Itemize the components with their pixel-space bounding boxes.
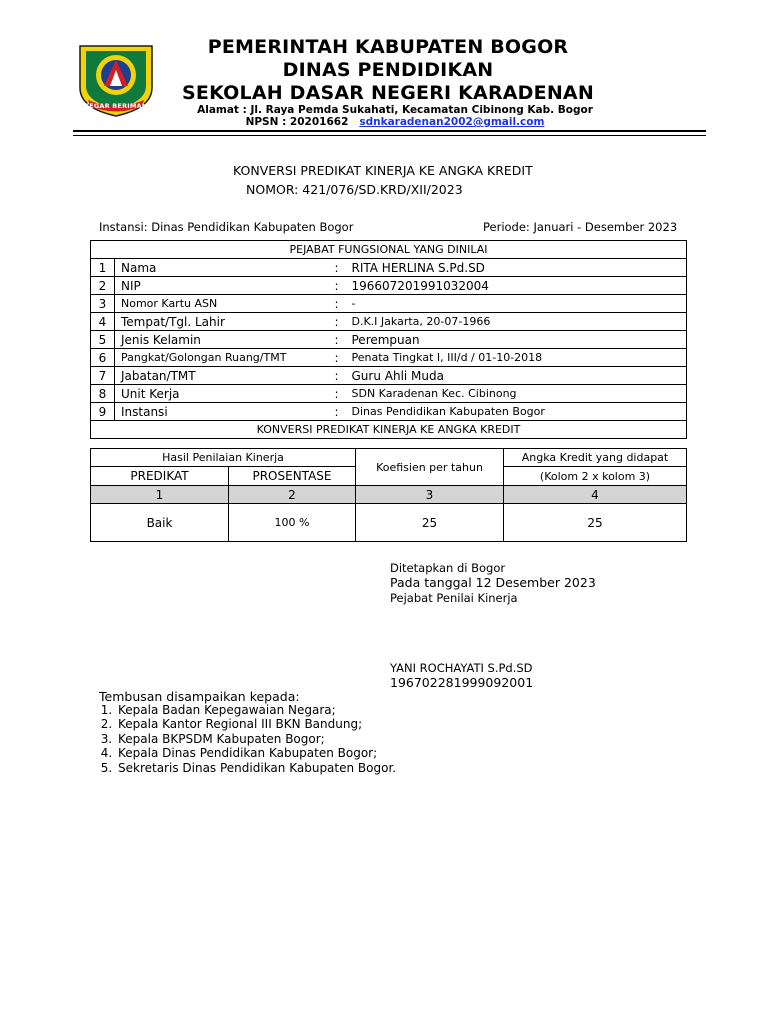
pejabat-table (90, 240, 687, 439)
signature-date: Pada tanggal 12 Desember 2023 (390, 575, 596, 590)
table-row: 7 Jabatan/TMT : Guru Ahli Muda (91, 367, 687, 385)
column-number: 2 (229, 486, 356, 504)
field-birth: D.K.I Jakarta, 20-07-1966 (346, 313, 687, 331)
field-label: Nama (115, 259, 328, 277)
document-title: KONVERSI PREDIKAT KINERJA KE ANGKA KREDIT (233, 163, 533, 178)
column-number: 4 (504, 486, 687, 504)
header-divider-thin (73, 135, 706, 136)
field-name: RITA HERLINA S.Pd.SD (346, 259, 687, 277)
field-label: Pangkat/Golongan Ruang/TMT (115, 349, 328, 367)
signature-role: Pejabat Penilai Kinerja (390, 591, 518, 605)
list-item: 3. Kepala BKPSDM Kabupaten Bogor; (116, 732, 396, 746)
table-row: 9 Instansi : Dinas Pendidikan Kabupaten Bogor (91, 403, 687, 421)
instansi-line: Instansi: Dinas Pendidikan Kabupaten Bogor (99, 220, 354, 234)
list-item: 4. Kepala Dinas Pendidikan Kabupaten Bogor; (116, 746, 396, 760)
logo-motto: TEGAR BERIMAN (84, 102, 148, 110)
list-item: 1. Kepala Badan Kepegawaian Negara; (116, 703, 396, 717)
email-link[interactable]: sdnkaradenan2002@gmail.com (359, 116, 545, 128)
list-item: 2. Kepala Kantor Regional III BKN Bandung; (116, 717, 396, 731)
table-row: 2 NIP : 196607201991032004 (91, 277, 687, 295)
header-department: DINAS PENDIDIKAN (282, 59, 494, 81)
tembusan-title: Tembusan disampaikan kepada: (99, 689, 300, 704)
pejabat-header: PEJABAT FUNGSIONAL YANG DINILAI (91, 241, 687, 259)
signature-nip: 196702281999092001 (390, 675, 534, 690)
prosentase-value: 100 % (229, 504, 356, 542)
signature-name: YANI ROCHAYATI S.Pd.SD (390, 661, 533, 675)
angka-kredit-value: 25 (504, 504, 687, 542)
field-label: Jenis Kelamin (115, 331, 328, 349)
field-label: Jabatan/TMT (115, 367, 328, 385)
list-item: 5. Sekretaris Dinas Pendidikan Kabupaten Bogor. (116, 761, 396, 775)
field-label: Tempat/Tgl. Lahir (115, 313, 328, 331)
table-row: 3 Nomor Kartu ASN : - (91, 295, 687, 313)
field-asn: - (346, 295, 687, 313)
field-position: Guru Ahli Muda (346, 367, 687, 385)
field-rank: Penata Tingkat I, III/d / 01-10-2018 (346, 349, 687, 367)
field-unit: SDN Karadenan Kec. Cibinong (346, 385, 687, 403)
koefisien-header: Koefisien per tahun (356, 449, 504, 486)
table-row: 5 Jenis Kelamin : Perempuan (91, 331, 687, 349)
koefisien-value: 25 (356, 504, 504, 542)
tembusan-list (100, 703, 396, 775)
predikat-value: Baik (91, 504, 229, 542)
column-number: 1 (91, 486, 229, 504)
field-label: Instansi (115, 403, 328, 421)
field-nip: 196607201991032004 (346, 277, 687, 295)
hasil-header: Hasil Penilaian Kinerja (91, 449, 356, 467)
field-label: Nomor Kartu ASN (115, 295, 328, 313)
predikat-header: PREDIKAT (91, 467, 229, 486)
signature-place: Ditetapkan di Bogor (390, 561, 506, 575)
table-row: 1 Nama : RITA HERLINA S.Pd.SD (91, 259, 687, 277)
table-row: 6 Pangkat/Golongan Ruang/TMT : Penata Tingkat I, III/d / 01-10-2018 (91, 349, 687, 367)
field-label: Unit Kerja (115, 385, 328, 403)
angka-subheader: (Kolom 2 x kolom 3) (504, 467, 687, 486)
header-school: SEKOLAH DASAR NEGERI KARADENAN (182, 82, 594, 104)
document-number: NOMOR: 421/076/SD.KRD/XII/2023 (246, 182, 463, 197)
header-contact (150, 116, 640, 128)
field-label: NIP (115, 277, 328, 295)
header-government: PEMERINTAH KABUPATEN BOGOR (207, 36, 569, 58)
field-instansi: Dinas Pendidikan Kabupaten Bogor (346, 403, 687, 421)
prosentase-header: PROSENTASE (229, 467, 356, 486)
header-address: Alamat : Jl. Raya Pemda Sukahati, Kecamatan Cibinong Kab. Bogor (197, 104, 593, 116)
header-npsn: NPSN : 20201662 (245, 116, 349, 128)
konversi-table (90, 448, 687, 542)
angka-header: Angka Kredit yang didapat (504, 449, 687, 467)
konversi-header: KONVERSI PREDIKAT KINERJA KE ANGKA KREDIT (91, 421, 687, 439)
header-divider-thick (73, 130, 706, 132)
regency-logo (76, 42, 156, 118)
table-row: 8 Unit Kerja : SDN Karadenan Kec. Cibinong (91, 385, 687, 403)
table-row: 4 Tempat/Tgl. Lahir : D.K.I Jakarta, 20-07-1966 (91, 313, 687, 331)
field-gender: Perempuan (346, 331, 687, 349)
periode-line: Periode: Januari - Desember 2023 (483, 220, 678, 234)
column-number: 3 (356, 486, 504, 504)
